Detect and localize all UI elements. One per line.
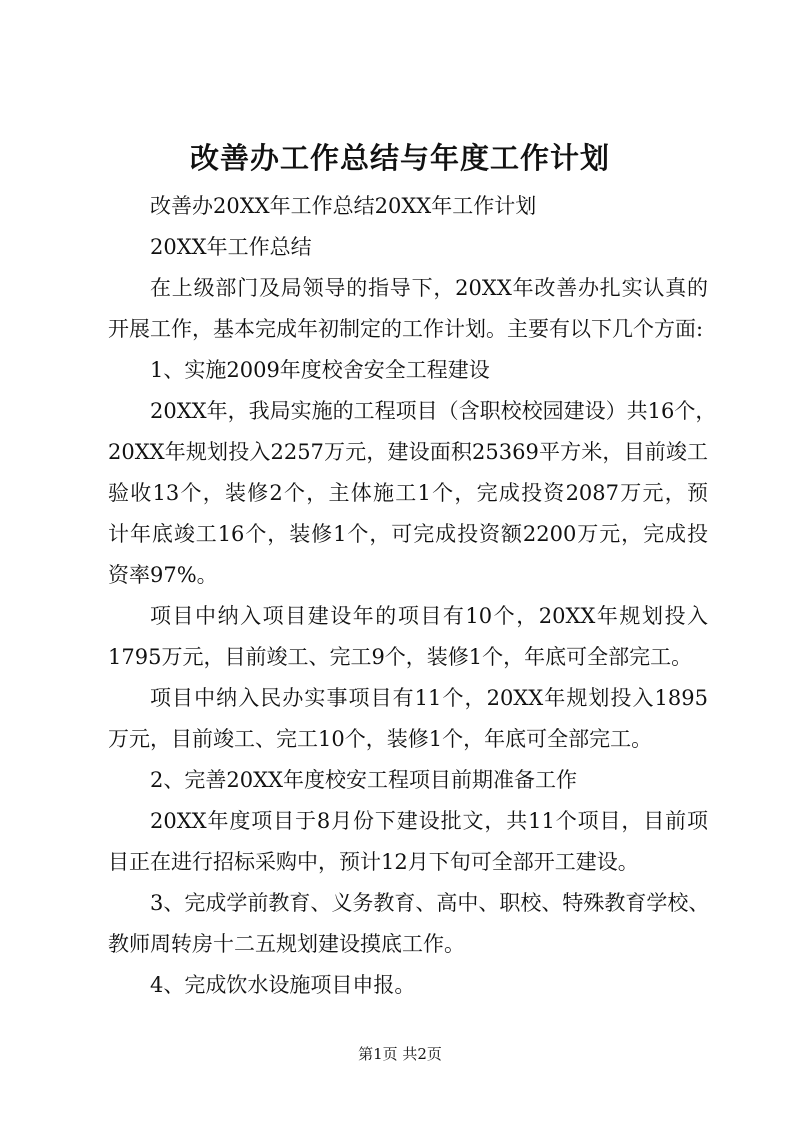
- subtitle-line: 改善办20XX年工作总结20XX年工作计划: [150, 194, 537, 218]
- page-footer: [0, 1044, 800, 1064]
- list-item-heading: 1、实施2009年度校舍安全工程建设: [150, 358, 490, 382]
- paragraph-line: 验收13个，装修2个，主体施工1个，完成投资2087万元，预: [108, 481, 708, 505]
- paragraph-line: 1795万元，目前竣工、完工9个，装修1个，年底可全部完工。: [108, 645, 693, 669]
- list-item-heading: 2、完善20XX年度校安工程项目前期准备工作: [150, 768, 577, 792]
- paragraph-line: 20XX年，我局实施的工程项目（含职校校园建设）共16个，: [150, 399, 717, 423]
- paragraph-line: 在上级部门及局领导的指导下，20XX年改善办扎实认真的: [150, 276, 708, 300]
- paragraph-line: 万元，目前竣工、完工10个，装修1个，年底可全部完工。: [108, 727, 653, 751]
- document-title: 改善办工作总结与年度工作计划: [189, 141, 610, 175]
- paragraph-line: 开展工作，基本完成年初制定的工作计划。主要有以下几个方面:: [108, 317, 704, 341]
- paragraph-line: 计年底竣工16个，装修1个，可完成投资额2200万元，完成投: [108, 522, 708, 546]
- document-body: [108, 186, 717, 1006]
- paragraph-line: 目正在进行招标采购中，预计12月下旬可全部开工建设。: [108, 850, 639, 874]
- paragraph-line: 教师周转房十二五规划建设摸底工作。: [108, 932, 465, 956]
- paragraph-line: 资率97%。: [108, 563, 218, 587]
- section-heading: 20XX年工作总结: [150, 235, 312, 259]
- list-item-heading: 4、完成饮水设施项目申报。: [150, 973, 416, 997]
- paragraph-line: 项目中纳入项目建设年的项目有10个，20XX年规划投入: [150, 604, 708, 628]
- list-item-heading: 3、完成学前教育、义务教育、高中、职校、特殊教育学校、: [150, 891, 710, 915]
- paragraph-line: 20XX年度项目于8月份下建设批文，共11个项目，目前项: [150, 809, 708, 833]
- paragraph-line: 项目中纳入民办实事项目有11个，20XX年规划投入1895: [150, 686, 708, 710]
- paragraph-line: 20XX年规划投入2257万元，建设面积25369平方米，目前竣工: [108, 440, 708, 464]
- page-number: 第1页 共2页: [358, 1045, 442, 1063]
